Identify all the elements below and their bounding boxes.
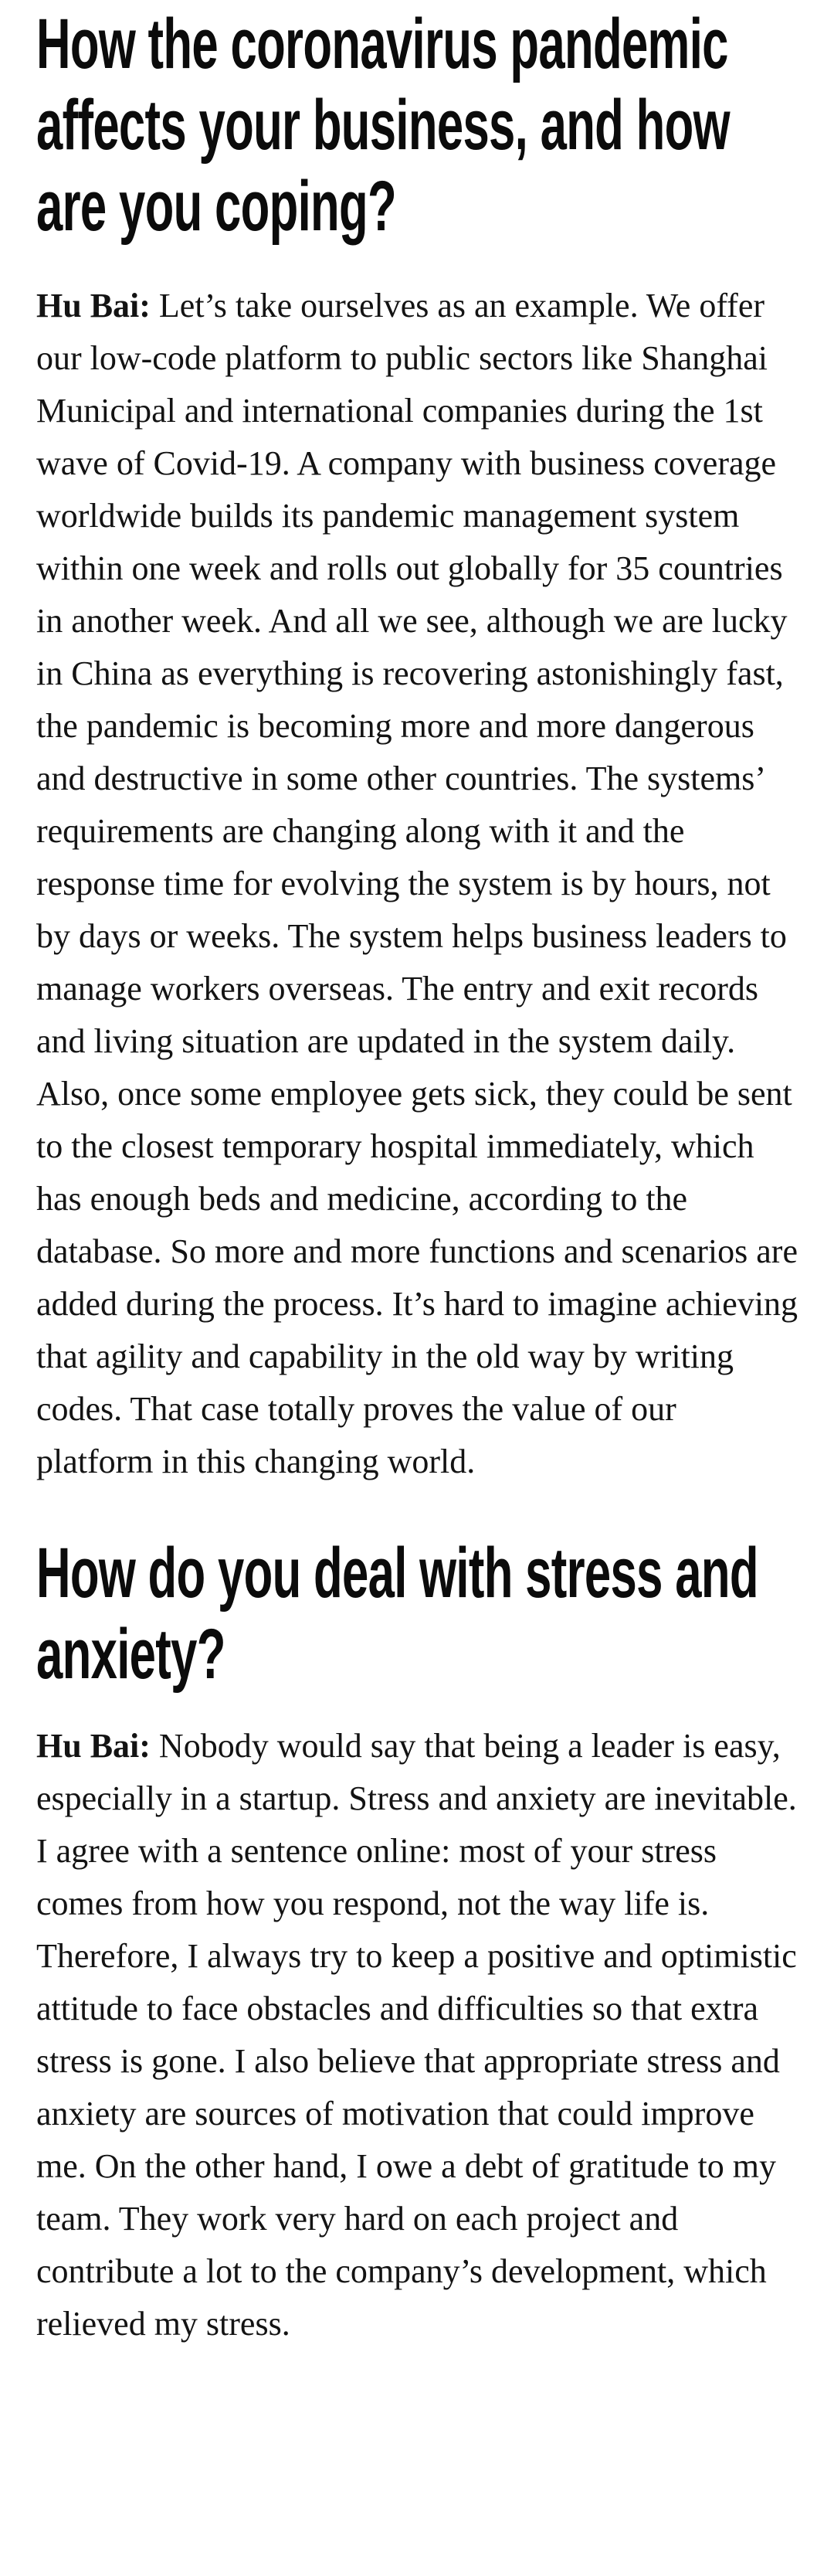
question-heading-stress xyxy=(36,1533,799,1695)
heading-line: affects your business, and how xyxy=(36,86,730,165)
answer-text: Let’s take ourselves as an example. We offer our low-code platform to public sectors like Shanghai Municipal and international companies during the 1st wave of Covid-19. A company with business coverage worldwide builds its pandemic management system within one week and rolls out globally for 35 countries in another week. And all we see, although we are lucky in China as everything is recovering astonishingly fast, the pandemic is becoming more and more dangerous and destructive in some other countries. The systems’ requirements are changing along with it and the response time for evolving the system is by hours, not by days or weeks. The system helps business leaders to manage workers overseas. The entry and exit records and living situation are updated in the system daily. Also, once some employee gets sick, they could be sent to the closest temporary hospital immediately, which has enough beds and medicine, according to the database. So more and more functions and scenarios are added during the process. It’s hard to imagine achieving that agility and capability in the old way by writing codes. That case totally proves the value of our platform in this changing world. xyxy=(36,287,798,1480)
qa-section-stress xyxy=(36,1533,799,2350)
qa-section-pandemic xyxy=(36,4,799,1488)
speaker-name: Hu Bai: xyxy=(36,1727,151,1765)
heading-line: How do you deal with stress and xyxy=(36,1534,758,1613)
question-heading-pandemic xyxy=(36,4,799,247)
heading-line: How the coronavirus pandemic xyxy=(36,5,728,83)
answer-text: Nobody would say that being a leader is easy, especially in a startup. Stress and anxiety are inevitable. I agree with a sentence online: most of your stress comes from how you respond, not the way life is. Therefore, I always try to keep a positive and optimistic attitude to face obstacles and difficulties so that extra stress is gone. I also believe that appropriate stress and anxiety are sources of motivation that could improve me. On the other hand, I owe a debt of gratitude to my team. They work very hard on each project and contribute a lot to the company’s development, which relieved my stress. xyxy=(36,1727,797,2343)
heading-line: anxiety? xyxy=(36,1615,225,1694)
speaker-name: Hu Bai: xyxy=(36,287,151,325)
heading-line: are you coping? xyxy=(36,167,397,246)
answer-paragraph-pandemic xyxy=(36,280,799,1488)
answer-paragraph-stress xyxy=(36,1720,799,2350)
